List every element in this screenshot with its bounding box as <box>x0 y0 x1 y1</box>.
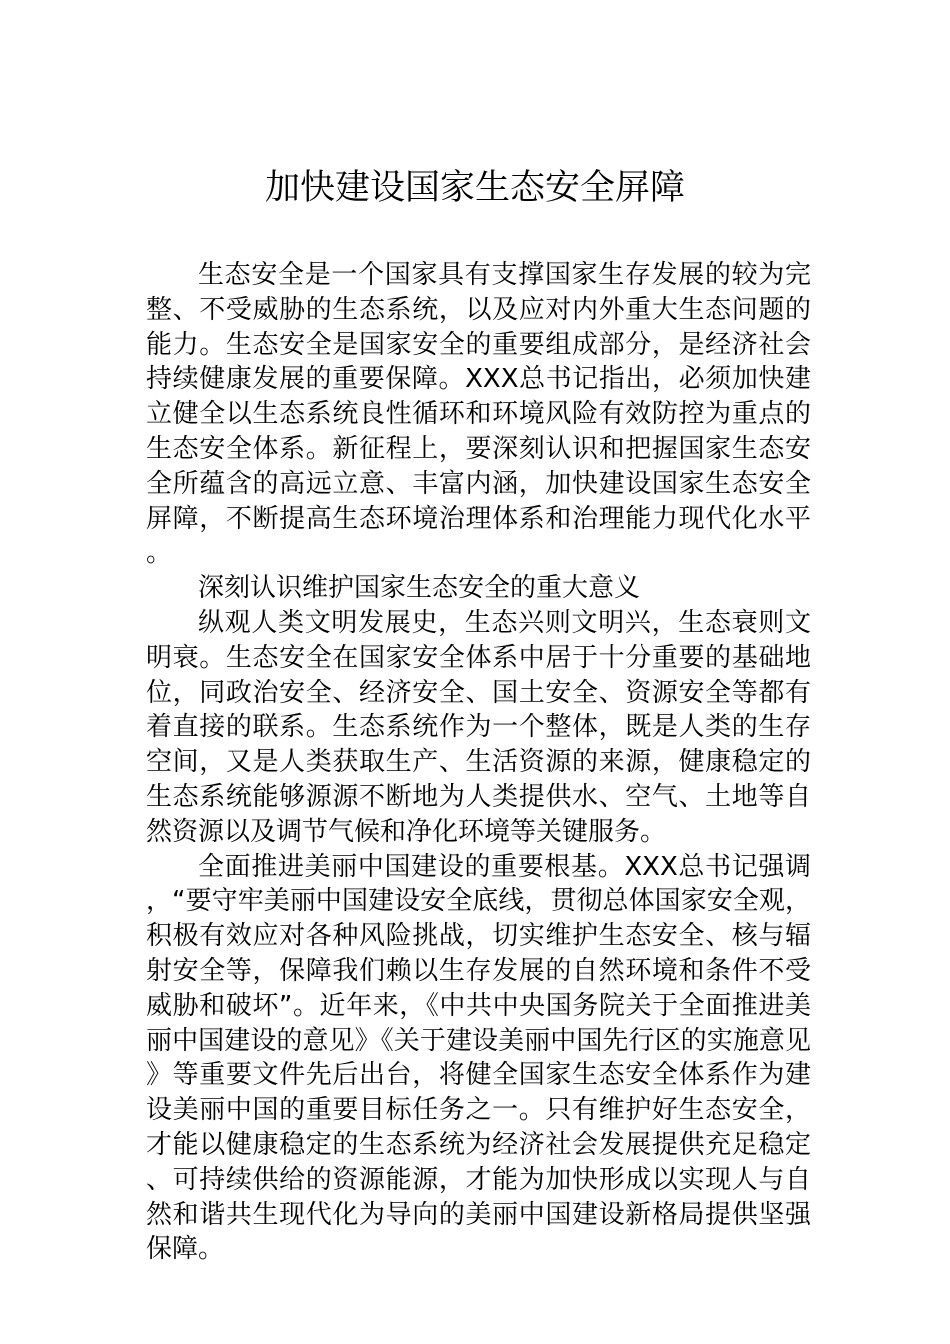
paragraph-beautiful-china: 全面推进美丽中国建设的重要根基。XXX总书记强调，“要守牢美丽中国建设安全底线，贯彻总体国家安全观，积极有效应对各种风险挑战，切实维护生态安全、核与辐射安全等，保障我们赖以生存发展的自然环境和条件不受威胁和破坏”。近年来，《中共中央国务院关于全面推进美丽中国建设的意见》《关于建设美丽中国先行区的实施意见》等重要文件先后出台，将健全国家生态安全体系作为建设美丽中国的重要目标任务之一。只有维护好生态安全，才能以健康稳定的生态系统为经济社会发展提供充足稳定、可持续供给的资源能源，才能为加快形成以实现人与自然和谐共生现代化为导向的美丽中国建设新格局提供坚强保障。 <box>146 851 811 1265</box>
document-title: 加快建设国家生态安全屏障 <box>264 168 685 208</box>
document-body <box>146 258 811 1267</box>
paragraph-history: 纵观人类文明发展史，生态兴则文明兴，生态衰则文明衰。生态安全在国家安全体系中居于十分重要的基础地位，同政治安全、经济安全、国土安全、资源安全等都有着直接的联系。生态系统作为一个整体，既是人类的生存空间，又是人类获取生产、生活资源的来源，健康稳定的生态系统能够源源不断地为人类提供水、空气、土地等自然资源以及调节气候和净化环境等关键服务。 <box>146 607 811 847</box>
paragraph-intro: 生态安全是一个国家具有支撑国家生存发展的较为完整、不受威胁的生态系统，以及应对内外重大生态问题的能力。生态安全是国家安全的重要组成部分，是经济社会持续健康发展的重要保障。XXX总书记指出，必须加快建立健全以生态系统良性循环和环境风险有效防控为重点的生态安全体系。新征程上，要深刻认识和把握国家生态安全所蕴含的高远立意、丰富内涵，加快建设国家生态安全屏障，不断提高生态环境治理体系和治理能力现代化水平。 <box>146 260 811 569</box>
section-heading: 深刻认识维护国家生态安全的重大意义 <box>198 573 641 604</box>
